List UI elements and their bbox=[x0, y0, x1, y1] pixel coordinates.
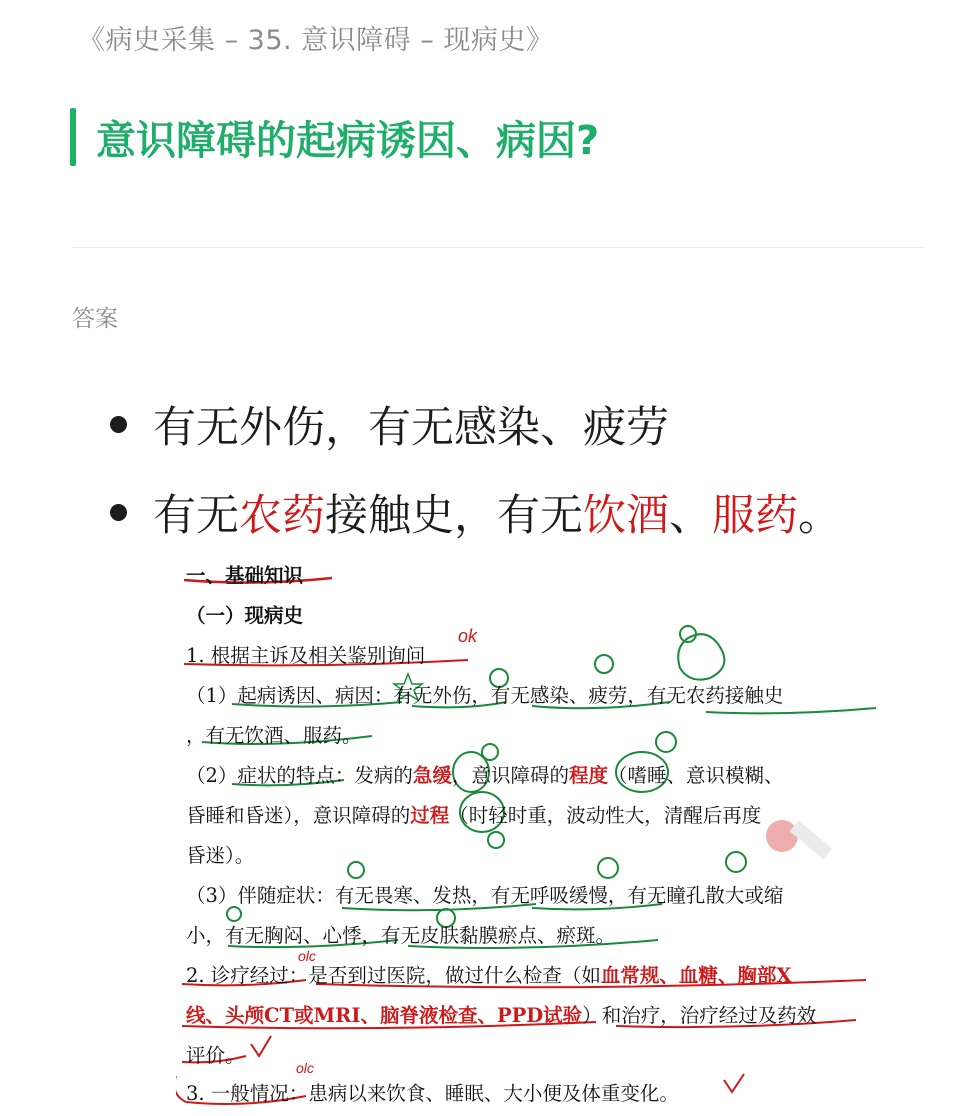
handwritten-ok-mark: ok bbox=[458, 626, 478, 646]
notes-subsection-heading: （一）现病史 bbox=[186, 604, 304, 627]
question-title: 意识障碍的起病诱因、病因? bbox=[96, 117, 600, 164]
notes-text: 3. 一般情况： bbox=[186, 1082, 309, 1105]
answer-text-part: 有无 bbox=[153, 490, 239, 541]
breadcrumb: 《病史采集 – 35. 意识障碍 – 现病史》 bbox=[78, 25, 554, 56]
notes-line: ，有无饮酒、服药。 bbox=[186, 724, 362, 747]
notes-line: （1）起病诱因、病因：有无外伤，有无感染、疲劳，有无农药接触史 bbox=[186, 684, 784, 707]
notes-text: 是否到过医院，做过什么检查（如 bbox=[308, 964, 601, 987]
handwritten-ok-mark: olc bbox=[298, 948, 316, 964]
notes-line: 评价。 bbox=[186, 1044, 245, 1067]
handwritten-ok-mark: olc bbox=[296, 1060, 314, 1076]
notes-text: 2. 诊疗经过： bbox=[186, 964, 309, 987]
notes-line bbox=[186, 760, 783, 788]
notes-text: （2）症状的特点：发病的 bbox=[186, 764, 413, 787]
answer-text-part: 接触史，有无 bbox=[325, 490, 583, 541]
notes-highlight: 血常规、血糖、胸部X bbox=[600, 964, 792, 987]
notes-line bbox=[186, 1000, 816, 1028]
notes-highlight: 急缓 bbox=[412, 764, 452, 787]
notes-line: 昏迷）。 bbox=[186, 844, 255, 867]
answer-text: 有无外伤，有无感染、疲劳 bbox=[153, 402, 669, 453]
notes-text: ）和治疗，治疗经过及药效 bbox=[582, 1004, 817, 1027]
notes-highlight: 程度 bbox=[568, 764, 608, 787]
answer-item bbox=[110, 392, 841, 456]
notes-text: 昏睡和昏迷），意识障碍的 bbox=[186, 804, 411, 827]
notes-text: （时轻时重，波动性大，清醒后再度 bbox=[449, 804, 762, 827]
answer-text-part: 、 bbox=[669, 490, 712, 541]
notes-highlight: 过程 bbox=[410, 804, 450, 827]
divider bbox=[72, 247, 924, 248]
notes-highlight: 线、头颅CT或MRI、脑脊液检查、PPD试验 bbox=[186, 1004, 583, 1027]
notes-line bbox=[186, 800, 761, 828]
notes-line: 小，有无胸闷、心悸，有无皮肤黏膜瘀点、瘀斑。 bbox=[186, 924, 616, 947]
scanned-notes-image bbox=[176, 556, 896, 1116]
answer-text-part: 。 bbox=[798, 490, 841, 541]
answer-label: 答案 bbox=[72, 306, 118, 332]
notes-text: （嗜睡、意识模糊、 bbox=[607, 764, 784, 787]
answer-list bbox=[110, 392, 841, 568]
highlight-medication: 服药 bbox=[712, 490, 798, 541]
notes-text: 患病以来饮食、睡眠、大小便及体重变化。 bbox=[308, 1082, 679, 1105]
notes-line bbox=[186, 1078, 679, 1106]
notes-line bbox=[186, 960, 791, 988]
notes-text: ，意识障碍的 bbox=[451, 764, 569, 787]
answer-item bbox=[110, 480, 841, 544]
bullet-dot-icon bbox=[110, 416, 127, 433]
highlight-pesticide: 农药 bbox=[239, 490, 325, 541]
heading-accent-bar bbox=[70, 108, 76, 166]
question-heading-block bbox=[70, 108, 599, 166]
bullet-dot-icon bbox=[110, 504, 127, 521]
highlight-alcohol: 饮酒 bbox=[583, 490, 669, 541]
notes-section-heading: 一、基础知识 bbox=[186, 564, 304, 587]
notes-line: 1. 根据主诉及相关鉴别询问 bbox=[186, 644, 426, 667]
notes-line: （3）伴随症状：有无畏寒、发热，有无呼吸缓慢，有无瞳孔散大或缩 bbox=[186, 884, 784, 907]
